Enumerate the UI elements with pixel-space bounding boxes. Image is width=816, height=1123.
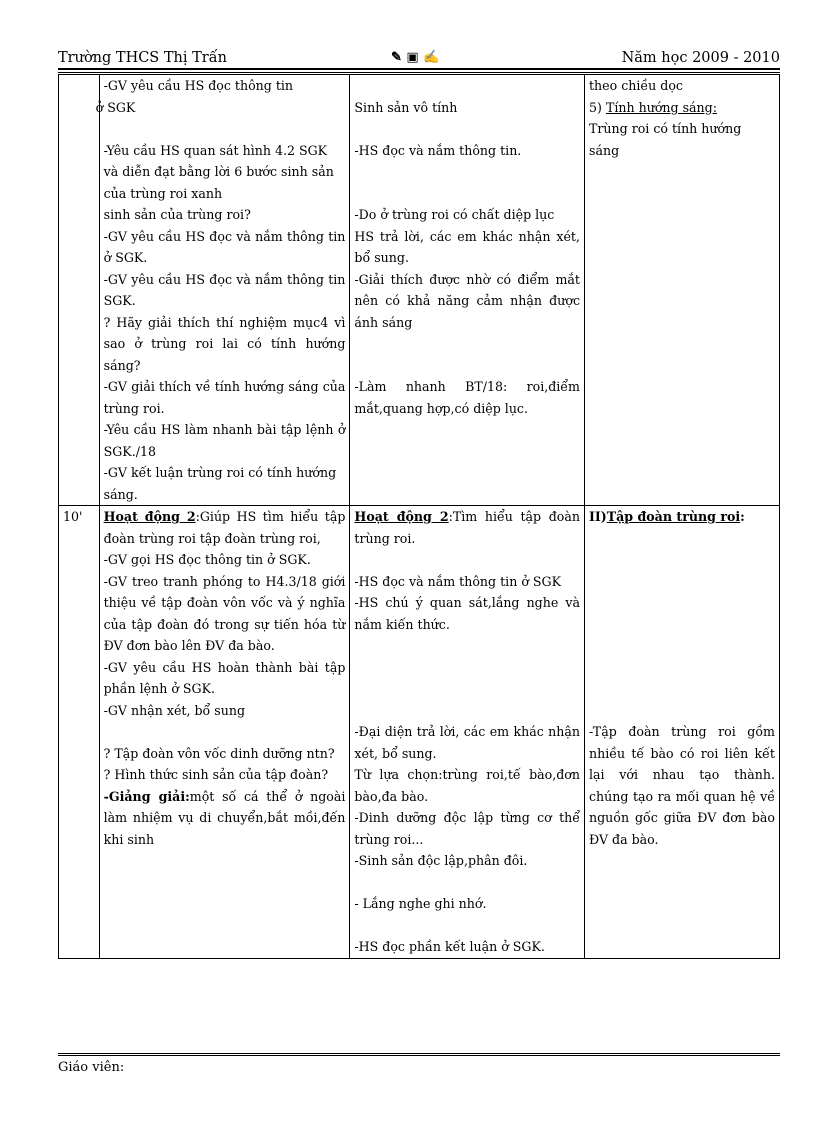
- text-line: ? Tập đoàn vôn vốc dinh dưỡng ntn?: [103, 745, 335, 761]
- text-line: -GV nhận xét, bổ sung: [103, 702, 246, 718]
- spacer: [354, 678, 580, 700]
- text-line: ? Hình thức sinh sản của tập đoàn?: [103, 767, 329, 782]
- content-cell: [585, 506, 780, 959]
- footer-rule: [58, 1053, 780, 1056]
- emphasis-label: -Giảng giải:: [103, 788, 190, 804]
- heading-text: Tập đoàn trùng roi: [606, 509, 741, 524]
- text-line: HS trả lời, các em khác nhận xét, bổ sung.: [354, 228, 580, 265]
- text-line: -Tập đoàn trùng roi gồm nhiều tế bào có roi liên kết lại với nhau tạo thành. chúng tạo ra mối quan hệ về nguồn gốc giữa ĐV đơn bào ĐV đa bào.: [589, 724, 775, 847]
- spacer: [589, 700, 775, 722]
- spacer: [589, 614, 775, 636]
- text-line: -Làm nhanh BT/18: roi,điểm mắt,quang hợp,có diệp lục.: [354, 379, 580, 416]
- text-line: -HS chú ý quan sát,lắng nghe và nắm kiến thức.: [354, 595, 580, 632]
- spacer: [354, 118, 580, 140]
- spacer: [354, 872, 580, 894]
- spacer: [354, 333, 580, 355]
- text-line: [104, 786, 346, 851]
- heading-number: II): [589, 509, 607, 524]
- text-line: ? Hãy giải thích thí nghiệm mục4 vì sao ở trùng roi lai có tính hướng sáng?: [103, 314, 346, 373]
- text-line: -GV yêu cầu HS đọc và nắm thông tin SGK.: [103, 271, 346, 308]
- heading-text: Tính hướng sáng:: [605, 99, 717, 115]
- text-line: -GV giải thích về tính hướng sáng của trùng roi.: [103, 379, 346, 416]
- spacer: [354, 355, 580, 377]
- teacher-activity-cell: [99, 506, 350, 959]
- spacer: [104, 118, 346, 140]
- school-year: Năm học 2009 - 2010: [621, 50, 780, 66]
- text-rest: một số cá thể ở ngoài làm nhiệm vụ di chuyển,bắt mồi,đến khi sinh: [103, 788, 346, 847]
- table-row: [59, 506, 780, 959]
- student-activity-cell: [350, 75, 585, 506]
- header-rule: [58, 72, 780, 73]
- spacer: [354, 161, 580, 183]
- heading-rest: :Tìm hiểu tập đoàn trùng roi.: [354, 509, 581, 546]
- text-line: Trùng roi có tính hướng sáng: [589, 121, 742, 158]
- spacer: [354, 183, 580, 205]
- text-line: - Lắng nghe ghi nhớ.: [354, 896, 487, 911]
- activity-heading: [104, 506, 346, 549]
- table-row: [59, 75, 780, 506]
- text-line: -HS đọc và nắm thông tin ở SGK: [354, 573, 561, 589]
- heading-text: Hoạt động 2: [354, 509, 449, 524]
- heading-rest: :Giúp HS tìm hiểu tập đoàn trùng roi tập đoàn trùng roi,: [103, 509, 346, 546]
- spacer: [354, 657, 580, 679]
- page-header: [58, 50, 780, 70]
- text-line: -HS đọc phần kết luận ở SGK.: [354, 939, 545, 954]
- text-line: ở SGK: [95, 99, 136, 115]
- text-line: -Đại diện trả lời, các em khác nhận xét, bổ sung.: [354, 724, 580, 761]
- text-line: -Giải thích được nhờ có điểm mắt nên có khả năng cảm nhận được ánh sáng: [354, 271, 580, 330]
- text-line: sinh sản của trùng roi?: [103, 207, 251, 222]
- activity-heading: [354, 506, 580, 549]
- text-line: Từ lựa chọn:trùng roi,tế bào,đơn bào,đa bào.: [354, 767, 580, 804]
- time-cell: 10': [59, 506, 100, 959]
- spacer: [354, 75, 580, 97]
- text-line: -GV yêu cầu HS đọc thông tin: [103, 78, 294, 93]
- text-line: -Do ở trùng roi có chất diệp lục: [354, 207, 555, 222]
- text-line: -GV gọi HS đọc thông tin ở SGK.: [103, 552, 311, 567]
- text-line: -HS đọc và nắm thông tin.: [354, 142, 522, 158]
- spacer: [589, 678, 775, 700]
- text-line: -Yêu cầu HS làm nhanh bài tập lệnh ở SGK./18: [103, 422, 346, 459]
- spacer: [589, 592, 775, 614]
- heading-colon: :: [740, 509, 745, 524]
- spacer: [589, 657, 775, 679]
- spacer: [589, 528, 775, 550]
- lesson-table: [58, 74, 780, 959]
- spacer: [354, 700, 580, 722]
- spacer: [354, 549, 580, 571]
- header-ornament-icon: ✎ ▣ ✍: [391, 50, 440, 65]
- teacher-activity-cell: [95, 75, 350, 506]
- school-name: Trường THCS Thị Trấn: [58, 50, 227, 66]
- text-line: -GV kết luận trùng roi có tính hướng sáng.: [103, 465, 337, 502]
- spacer: [354, 915, 580, 937]
- text-line: -Sinh sản độc lập,phân đôi.: [354, 853, 528, 868]
- heading-text: Hoạt động 2: [103, 509, 196, 524]
- spacer: [589, 635, 775, 657]
- student-activity-cell: [350, 506, 585, 959]
- spacer: [104, 721, 346, 743]
- text-line: -Dinh dưỡng độc lập từng cơ thể trùng roi...: [354, 810, 580, 847]
- text-line: Sinh sản vô tính: [354, 99, 458, 115]
- spacer: [589, 549, 775, 571]
- spacer: [589, 571, 775, 593]
- section-heading: [589, 97, 775, 119]
- heading-number: 5): [589, 99, 602, 115]
- spacer: [354, 635, 580, 657]
- footer-teacher-label: Giáo viên:: [58, 1060, 125, 1075]
- section-heading: [589, 506, 775, 528]
- text-line: -GV yêu cầu HS hoàn thành bài tập phần lệnh ở SGK.: [103, 659, 346, 696]
- text-line: theo chiều dọc: [589, 78, 683, 93]
- time-cell: [59, 75, 100, 506]
- content-cell: [585, 75, 780, 506]
- text-line: -GV yêu cầu HS đọc và nắm thông tin ở SGK.: [103, 228, 346, 265]
- text-line: -GV treo tranh phóng to H4.3/18 giới thiệu về tập đoàn vôn vốc và ý nghĩa của tập đoàn đó trong sự tiến hóa từ ĐV đơn bào lên ĐV đa bào.: [103, 573, 346, 653]
- text-line: -Yêu cầu HS quan sát hình 4.2 SGK và diễn đạt bằng lời 6 bước sinh sản của trùng roi xanh: [103, 142, 334, 201]
